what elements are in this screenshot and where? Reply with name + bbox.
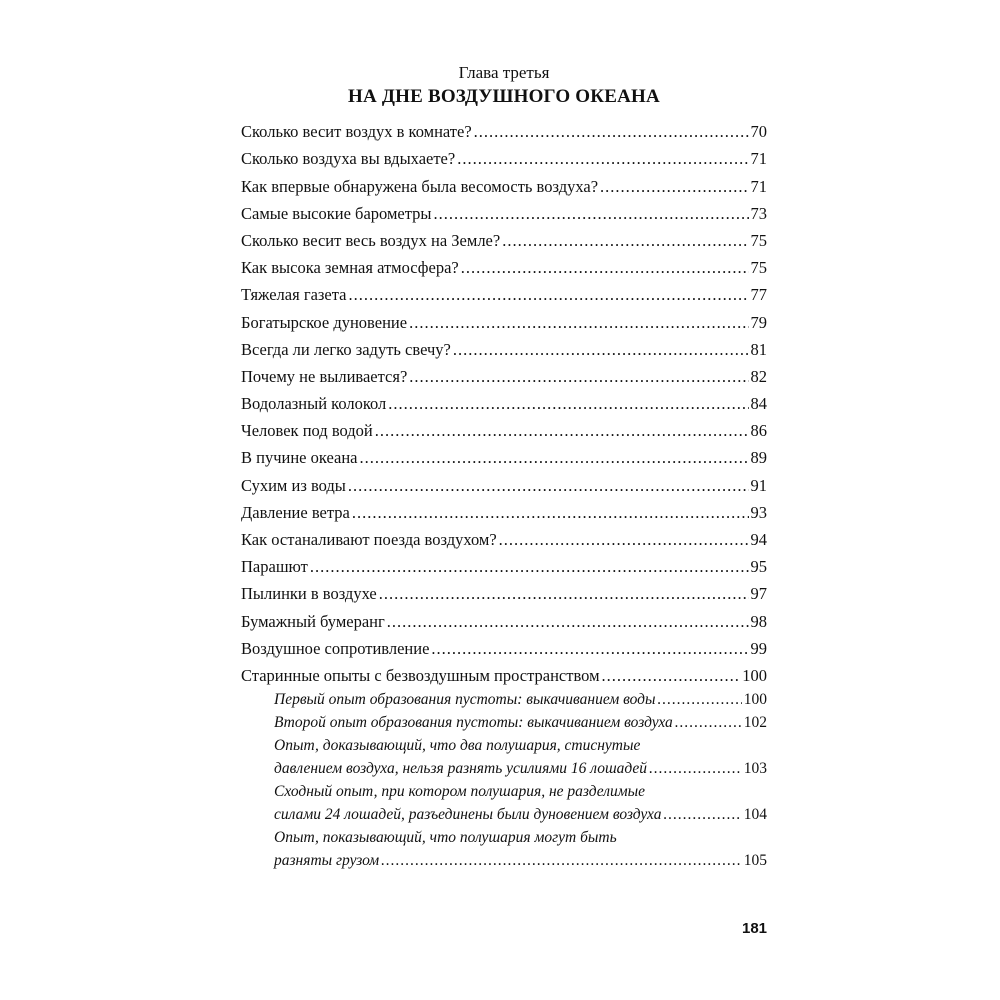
toc-entry-title: Сколько весит весь воздух на Земле? — [241, 230, 501, 250]
toc-entry — [241, 142, 767, 169]
toc-entry — [241, 632, 767, 659]
toc-subentry-title-line1: Сходный опыт, при котором полушария, не разделимые — [274, 782, 646, 800]
toc-subentry-title-line1: Опыт, доказывающий, что два полушария, стиснутые — [274, 736, 641, 754]
toc-entry-page: 86 — [750, 421, 767, 441]
toc-entry-title: Воздушное сопротивление — [241, 638, 430, 658]
toc-entry-title: Давление ветра — [241, 502, 350, 522]
toc-subentry-page: 104 — [743, 805, 767, 823]
toc-entry — [241, 604, 767, 631]
toc-entry — [241, 387, 767, 414]
leader-dots — [663, 806, 741, 824]
toc-entry-page: 81 — [750, 339, 767, 359]
toc-subentry-page: 105 — [743, 851, 767, 869]
toc-subentry-line2 — [274, 802, 767, 824]
chapter-title: НА ДНЕ ВОЗДУШНОГО ОКЕАНА — [348, 86, 660, 107]
toc-list — [241, 115, 767, 870]
toc-subentry — [241, 781, 767, 824]
toc-entry — [241, 523, 767, 550]
leader-dots — [502, 231, 748, 251]
leader-dots — [474, 122, 749, 142]
leader-dots — [649, 760, 742, 778]
toc-subentry-title-line2: разняты грузом — [274, 851, 380, 869]
leader-dots — [349, 285, 749, 305]
toc-entry-title: Всегда ли легко задуть свечу? — [241, 339, 451, 359]
toc-entry-page: 89 — [750, 448, 767, 468]
leader-dots — [375, 421, 749, 441]
toc-subentry-page: 102 — [743, 713, 767, 731]
toc-entry — [241, 496, 767, 523]
chapter-label: Глава третья — [458, 63, 550, 82]
toc-entry-page: 75 — [750, 258, 767, 278]
leader-dots — [453, 340, 749, 360]
toc-entry-page: 99 — [750, 638, 767, 658]
leader-dots — [348, 476, 749, 496]
leader-dots — [675, 714, 742, 732]
toc-entry-page: 71 — [750, 149, 767, 169]
toc-entry — [241, 468, 767, 495]
toc-subentry — [241, 735, 767, 778]
toc-entry — [241, 414, 767, 441]
toc-entry-title: Тяжелая газета — [241, 285, 347, 305]
leader-dots — [457, 149, 748, 169]
toc-entry-title: Парашют — [241, 557, 308, 577]
toc-entry-title: Человек под водой — [241, 421, 373, 441]
leader-dots — [499, 530, 749, 550]
toc-entry-page: 95 — [750, 557, 767, 577]
toc-entry-title: Богатырское дуновение — [241, 312, 408, 332]
toc-entry-title: Самые высокие барометры — [241, 203, 432, 223]
toc-subentry — [241, 827, 767, 870]
toc-entry-page: 79 — [750, 312, 767, 332]
toc-entry-page: 98 — [750, 611, 767, 631]
toc-subentry — [241, 709, 767, 732]
leader-dots — [658, 691, 742, 709]
toc-entry-page: 91 — [750, 475, 767, 495]
toc-subentry-page: 100 — [743, 690, 767, 708]
toc-entry-title: Как останаливают поезда воздухом? — [241, 530, 497, 549]
leader-dots — [600, 177, 748, 197]
toc-entry — [241, 333, 767, 360]
toc-entry — [241, 550, 767, 577]
page-number: 181 — [742, 920, 768, 937]
toc-entry-title: Почему не выливается? — [241, 366, 408, 386]
toc-entry — [241, 197, 767, 224]
toc-subentry-title-line2: давлением воздуха, нельзя разнять усилиями 16 лошадей — [274, 759, 648, 777]
leader-dots — [388, 394, 748, 414]
toc-subentry-title-line2: силами 24 лошадей, разъединены были дуновением воздуха — [274, 805, 662, 823]
toc-entry-page: 73 — [750, 203, 767, 223]
toc-entry-page: 82 — [750, 366, 767, 386]
toc-entry — [241, 305, 767, 332]
toc-entry-title: Сухим из воды — [241, 475, 346, 495]
leader-dots — [433, 204, 748, 224]
toc-entry — [241, 659, 767, 686]
leader-dots — [461, 258, 749, 278]
toc-entry — [241, 278, 767, 305]
toc-entry-title: Как впервые обнаружена была весомость воздуха? — [241, 176, 599, 196]
toc-entry-page: 94 — [750, 530, 767, 549]
toc-entry-page: 70 — [750, 122, 767, 142]
toc-entry-title: Бумажный бумеранг — [241, 611, 385, 631]
toc-entry-page: 84 — [750, 394, 767, 414]
toc-subentry-page: 103 — [743, 759, 767, 777]
leader-dots — [409, 313, 748, 333]
toc-entry-page: 97 — [750, 584, 767, 604]
toc-entry — [241, 224, 767, 251]
leader-dots — [352, 503, 749, 523]
toc-entry-title: В пучине океана — [241, 448, 358, 468]
leader-dots — [381, 852, 742, 870]
leader-dots — [359, 448, 748, 468]
toc-entry-page: 100 — [742, 665, 767, 685]
toc-entry-page: 93 — [750, 502, 767, 522]
toc-subentry-line2 — [274, 848, 767, 870]
toc-entry-title: Водолазный колокол — [241, 394, 387, 414]
toc-subentry-line2 — [274, 756, 767, 778]
leader-dots — [379, 584, 749, 604]
leader-dots — [602, 666, 741, 686]
toc-entry — [241, 115, 767, 142]
leader-dots — [310, 557, 749, 577]
toc-entry — [241, 251, 767, 278]
leader-dots — [409, 367, 748, 387]
toc-entry-title: Как высока земная атмосфера? — [241, 258, 459, 278]
toc-subentry — [241, 686, 767, 709]
toc-entry — [241, 577, 767, 604]
toc-entry-page: 75 — [750, 230, 767, 250]
toc-entry-page: 77 — [750, 285, 767, 305]
toc-subentry-title: Второй опыт образования пустоты: выкачиванием воздуха — [274, 713, 673, 731]
toc-subentry-title: Первый опыт образования пустоты: выкачиванием воды — [274, 690, 656, 708]
toc-entry-title: Сколько воздуха вы вдыхаете? — [241, 149, 456, 169]
toc-entry — [241, 169, 767, 196]
toc-entry-title: Старинные опыты с безвоздушным пространством — [241, 665, 600, 685]
toc-entry — [241, 441, 767, 468]
leader-dots — [387, 612, 749, 632]
toc-page — [241, 62, 767, 870]
toc-entry — [241, 360, 767, 387]
toc-entry-title: Сколько весит воздух в комнате? — [241, 122, 472, 142]
toc-entry-page: 71 — [750, 176, 767, 196]
toc-entry-title: Пылинки в воздухе — [241, 584, 377, 604]
toc-subentry-title-line1: Опыт, показывающий, что полушария могут быть — [274, 828, 617, 846]
leader-dots — [431, 639, 748, 659]
